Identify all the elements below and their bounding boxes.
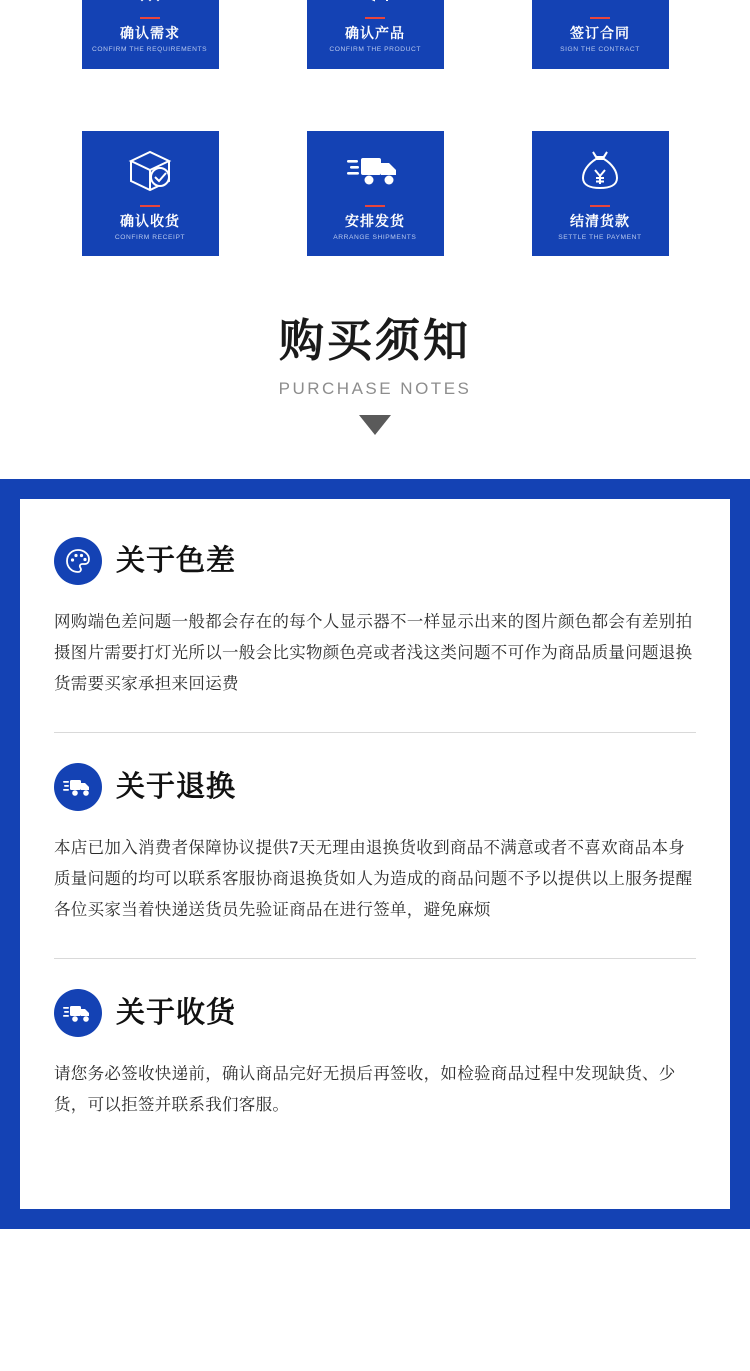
process-step-sign-contract [532,0,669,69]
down-triangle-icon [359,415,391,435]
note-body: 网购端色差问题一般都会存在的每个人显示器不一样显示出来的图片颜色都会有差别拍摄图片需要打灯光所以一般会比实物颜色亮或者浅这类问题不可作为商品质量问题退换货需要买家承担来回运费 [54,613,693,694]
process-step-settle-payment [532,131,669,256]
delivery-truck-icon [346,145,404,197]
step-divider [365,17,385,19]
purchase-notes-header [0,315,750,435]
step-title: 签订合同 [570,25,630,41]
note-header [54,989,696,1037]
page-title: 购买须知 [278,315,471,366]
step-subtitle: ARRANGE SHIPMENTS [333,234,417,241]
process-step-confirm-receipt [82,131,219,256]
step-divider [140,17,160,19]
note-body: 请您务必签收快递前，确认商品完好无损后再签收，如检验商品过程中发现缺货、少货，可以拒签并联系我们客服。 [54,1065,676,1115]
note-block-color-difference [54,537,696,706]
step-title: 确认收货 [120,213,180,229]
note-block-returns [54,763,696,932]
process-steps-grid [0,0,750,256]
page-subtitle: PURCHASE NOTES [278,379,472,398]
color-palette-icon [54,537,102,585]
note-divider [54,732,696,733]
process-step-arrange-shipment [307,131,444,256]
step-subtitle: SETTLE THE PAYMENT [558,234,642,241]
step-divider [140,205,160,207]
document-checklist-icon [121,0,179,9]
notes-panel [0,479,750,1229]
step-title: 结清货款 [570,213,630,229]
notes-card [20,499,730,1209]
note-heading: 关于退换 [116,770,237,803]
contract-sign-icon [571,0,629,9]
note-header [54,763,696,811]
step-title: 确认产品 [345,25,405,41]
money-bag-icon [571,145,629,197]
step-divider [590,17,610,19]
process-step-confirm-product [307,0,444,69]
step-divider [590,205,610,207]
step-divider [365,205,385,207]
note-divider [54,958,696,959]
return-truck-icon [54,763,102,811]
box-check-icon [121,145,179,197]
step-subtitle: CONFIRM RECEIPT [114,234,186,241]
note-heading: 关于收货 [116,996,237,1029]
note-heading: 关于色差 [116,544,237,577]
step-title: 确认需求 [120,25,180,41]
note-block-receiving [54,989,696,1127]
receive-truck-icon [54,989,102,1037]
note-body: 本店已加入消费者保障协议提供7天无理由退换货收到商品不满意或者不喜欢商品本身质量问题的均可以联系客服协商退换货如人为造成的商品问题不予以提供以上服务提醒各位买家当着快递送货员先验证商品在进行签单，避免麻烦 [54,839,693,920]
process-step-confirm-requirements [82,0,219,69]
step-subtitle: CONFIRM THE PRODUCT [329,46,421,53]
step-title: 安排发货 [345,213,405,229]
note-header [54,537,696,585]
step-subtitle: SIGN THE CONTRACT [560,46,640,53]
box-gear-icon [346,0,404,9]
step-subtitle: CONFIRM THE REQUIREMENTS [92,46,208,53]
